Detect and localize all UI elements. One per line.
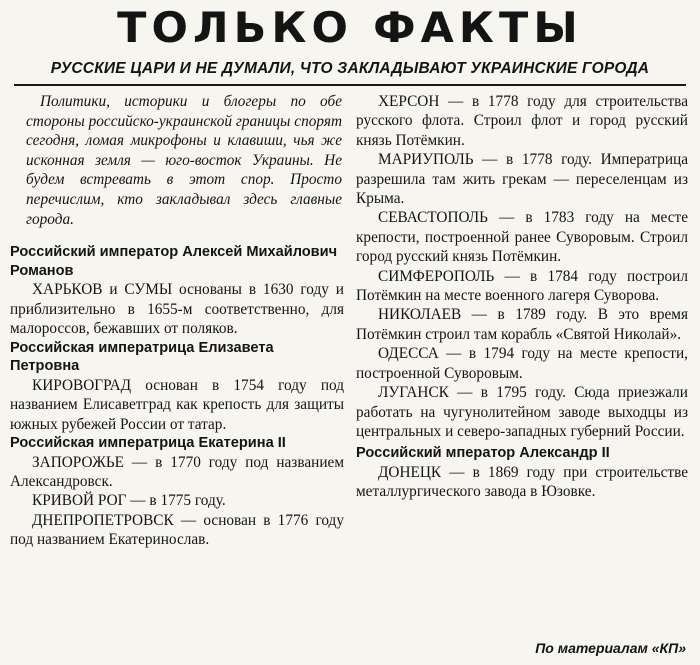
section-heading-aleksey: Российский император Алексей Михайлович Романов bbox=[10, 244, 338, 279]
paragraph-zaporozhye: ЗАПОРОЖЬЕ — в 1770 году под названием Александровск. bbox=[10, 453, 344, 490]
source-credit: По материалам «КП» bbox=[535, 640, 686, 656]
paragraph-simferopol: СИМФЕРОПОЛЬ — в 1784 году построил Потёмкин на месте военного лагеря Суворова. bbox=[356, 267, 688, 305]
paragraph-sevastopol: СЕВАСТОПОЛЬ — в 1783 году на месте крепости, построенной ранее Суворовым. Строил город русский князь Потёмкин. bbox=[356, 209, 688, 266]
paragraph-mariupol: МАРИУПОЛЬ — в 1778 году. Императрица разрешила там жить грекам — переселенцам из Крыма. bbox=[356, 151, 688, 208]
intro-paragraph: Политики, историки и блогеры по обе стороны российско-украинской границы спорят сегодня, ломая микрофоны и клавиши, чья же исконная земля — юго-восток Украины. Не будем встревать в этот спор. Просто перечислим, кто закладывал здесь главные города. bbox=[26, 93, 342, 228]
paragraph-kherson: ХЕРСОН — в 1778 году для строительства русского флота. Строил флот и город русский князь Потёмкин. bbox=[356, 93, 688, 149]
section-heading-elizaveta: Российская императрица Елизавета Петровна bbox=[10, 339, 274, 375]
section-heading-aleksandr: Российский мператор Александр II bbox=[356, 445, 610, 462]
subheadline: РУССКИЕ ЦАРИ И НЕ ДУМАЛИ, ЧТО ЗАКЛАДЫВАЮТ УКРАИНСКИЕ ГОРОДА bbox=[50, 60, 650, 77]
divider-rule bbox=[14, 84, 686, 86]
headline: ТОЛЬКО ФАКТЫ bbox=[117, 3, 583, 52]
section-heading-ekaterina: Российская императрица Екатерина II bbox=[10, 434, 286, 451]
paragraph-kirovograd: КИРОВОГРАД основан в 1754 году под названием Елисаветград как крепость для защиты южных рубежей России от татар. bbox=[10, 376, 344, 433]
paragraph-dnepropetrovsk: ДНЕПРОПЕТРОВСК — основан в 1776 году под названием Екатеринослав. bbox=[10, 511, 344, 549]
paragraph-kharkov-sumy: ХАРЬКОВ и СУМЫ основаны в 1630 году и приблизительно в 1655-м соответственно, для малороссов, бежавших от поляков. bbox=[10, 281, 344, 338]
right-column bbox=[356, 92, 688, 502]
left-column bbox=[10, 92, 344, 550]
paragraph-lugansk: ЛУГАНСК — в 1795 году. Сюда приезжали работать на чугунолитейном заводе выходцы из центральных и северо-западных губерний России. bbox=[356, 384, 688, 440]
paragraph-odessa: ОДЕССА — в 1794 году на месте крепости, построенной Суворовым. bbox=[356, 345, 688, 382]
paragraph-donetsk: ДОНЕЦК — в 1869 году при строительстве металлургического завода в Юзовке. bbox=[356, 463, 688, 501]
paragraph-krivoy-rog: КРИВОЙ РОГ — в 1775 году. bbox=[32, 492, 226, 510]
paragraph-nikolaev: НИКОЛАЕВ — в 1789 году. В это время Потёмкин строил там корабль «Святой Николай». bbox=[356, 306, 688, 343]
